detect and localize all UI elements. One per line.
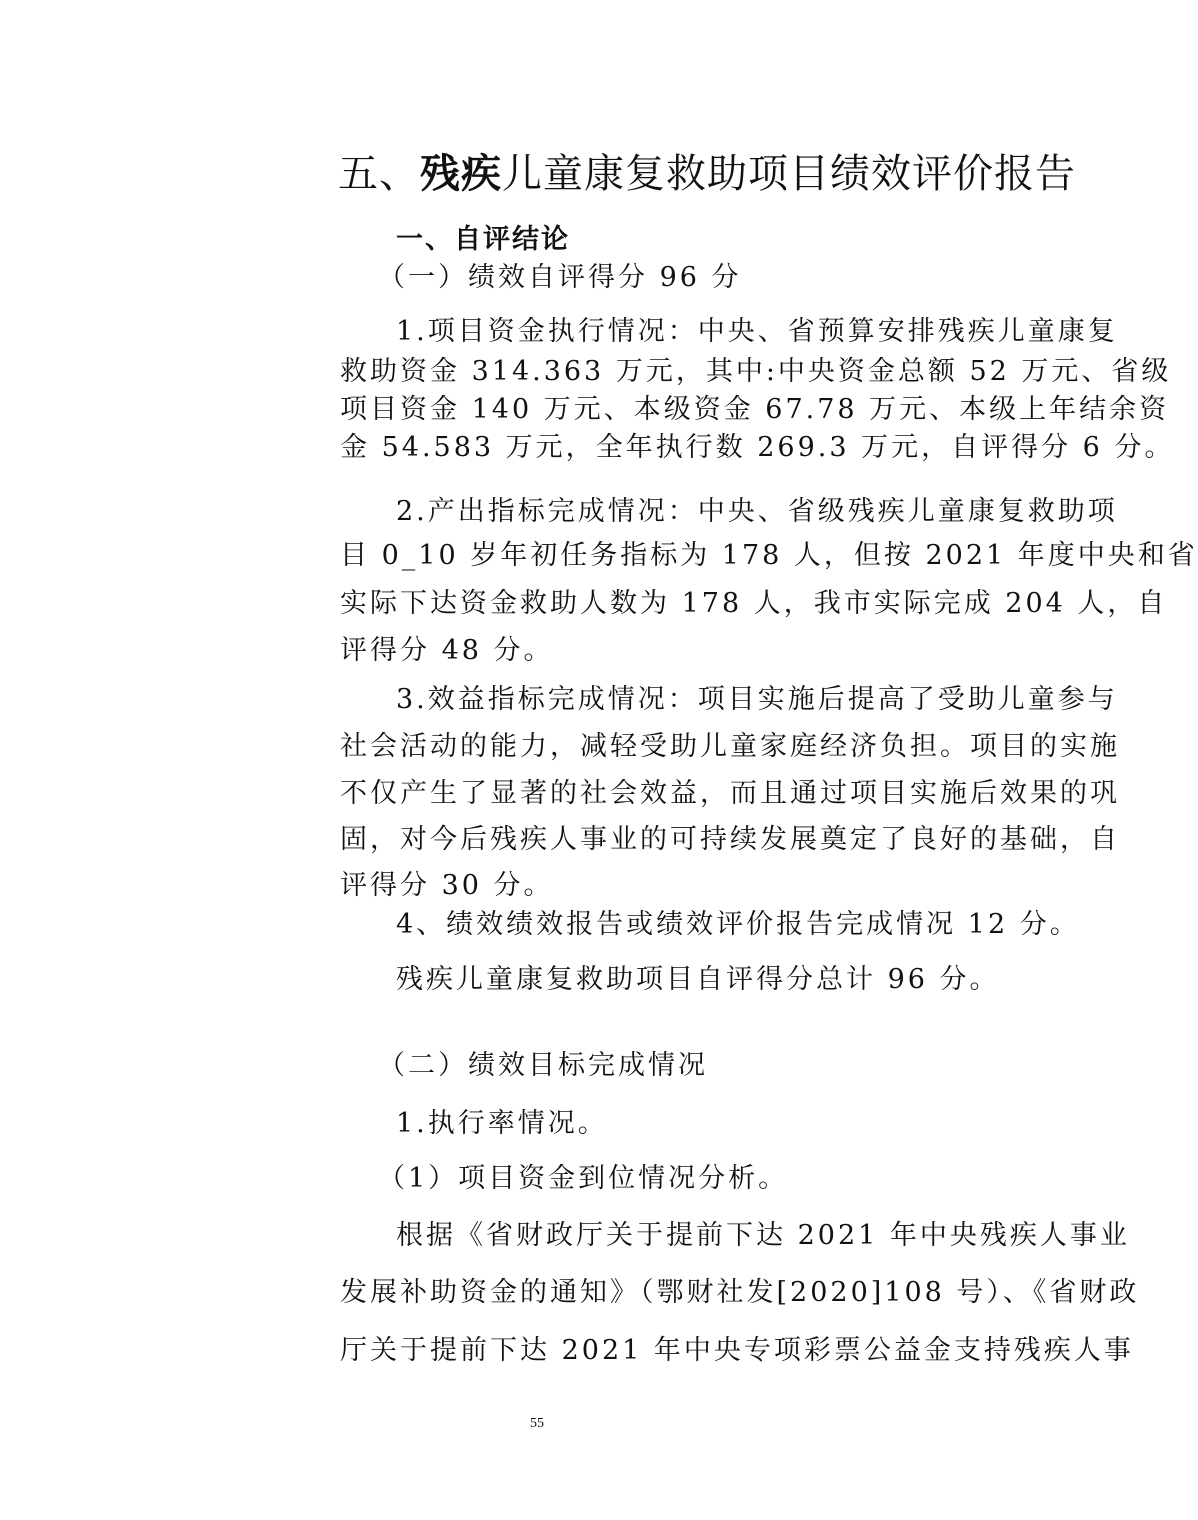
para2-line3: 实际下达资金救助人数为 178 人，我市实际完成 204 人，自 xyxy=(340,588,1168,619)
report-title xyxy=(338,142,1076,199)
para5-total: 残疾儿童康复救助项目自评得分总计 96 分。 xyxy=(396,964,1000,995)
title-prefix: 五、 xyxy=(338,151,420,197)
para1-line1: 1.项目资金执行情况：中央、省预算安排残疾儿童康复 xyxy=(396,316,1118,347)
para1-line4: 金 54.583 万元，全年执行数 269.3 万元，自评得分 6 分。 xyxy=(340,432,1175,463)
para2-line4: 评得分 48 分。 xyxy=(340,635,554,666)
para3-line2: 社会活动的能力，减轻受助儿童家庭经济负担。项目的实施 xyxy=(340,731,1120,762)
para2-line1: 2.产出指标完成情况：中央、省级残疾儿童康复救助项 xyxy=(396,496,1118,527)
para6-line2: 发展补助资金的通知》（鄂财社发[2020]108 号）、《省财政 xyxy=(340,1277,1140,1308)
para3-line5: 评得分 30 分。 xyxy=(340,870,554,901)
para3-line1: 3.效益指标完成情况：项目实施后提高了受助儿童参与 xyxy=(396,684,1118,715)
subheading-score: （一）绩效自评得分 96 分 xyxy=(378,262,742,293)
para4: 4、绩效绩效报告或绩效评价报告完成情况 12 分。 xyxy=(396,909,1080,940)
item-execution-rate: 1.执行率情况。 xyxy=(396,1108,608,1139)
page-number: 55 xyxy=(530,1416,544,1431)
para3-line3: 不仅产生了显著的社会效益，而且通过项目实施后效果的巩 xyxy=(340,778,1120,809)
subheading-goals: （二）绩效目标完成情况 xyxy=(378,1050,708,1081)
heading-self-evaluation: 一、自评结论 xyxy=(396,224,570,255)
item-fund-arrival: （1）项目资金到位情况分析。 xyxy=(378,1163,789,1194)
para6-line1: 根据《省财政厅关于提前下达 2021 年中央残疾人事业 xyxy=(396,1220,1130,1251)
para2-line2: 目 0_10 岁年初任务指标为 178 人，但按 2021 年度中央和省 xyxy=(340,540,1198,571)
para1-line2: 救助资金 314.363 万元，其中:中央资金总额 52 万元、省级 xyxy=(340,356,1172,387)
para3-line4: 固，对今后残疾人事业的可持续发展奠定了良好的基础，自 xyxy=(340,824,1120,855)
para1-line3: 项目资金 140 万元、本级资金 67.78 万元、本级上年结余资 xyxy=(340,394,1170,425)
title-bold: 残疾 xyxy=(420,150,502,197)
title-rest: 儿童康复救助项目绩效评价报告 xyxy=(502,151,1076,197)
para6-line3: 厅关于提前下达 2021 年中央专项彩票公益金支持残疾人事 xyxy=(340,1335,1134,1366)
